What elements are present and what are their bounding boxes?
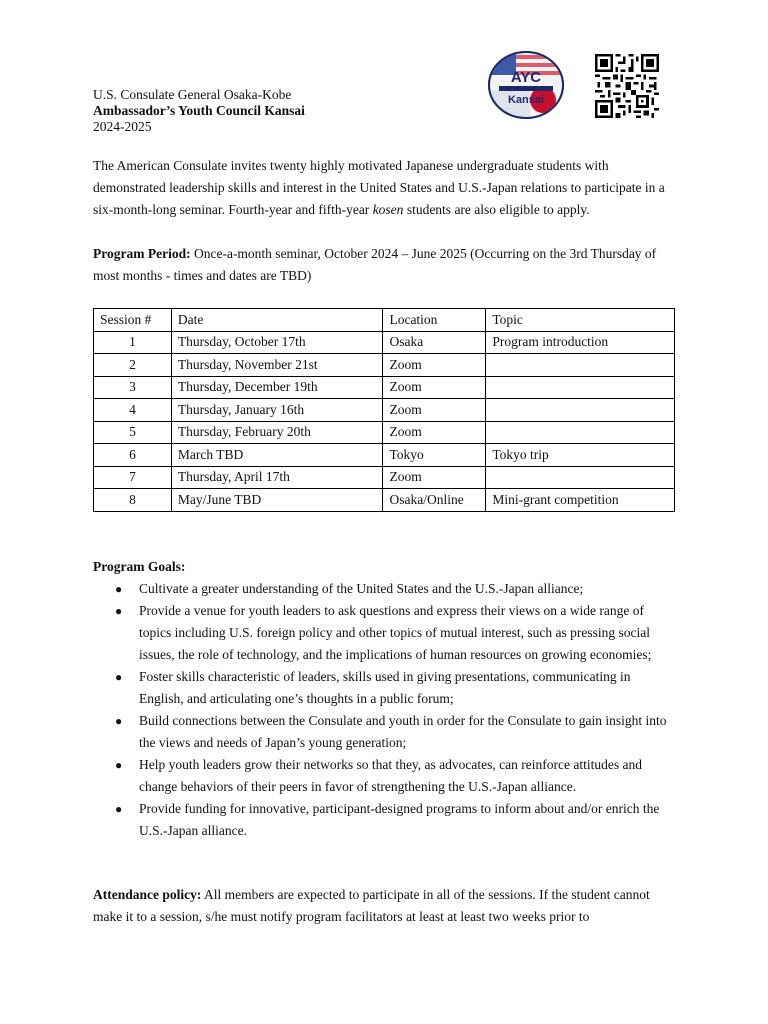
program-goals-heading: Program Goals: [93, 559, 186, 574]
session-number: 4 [94, 399, 172, 422]
table-row [94, 444, 675, 467]
session-date: Thursday, October 17th [171, 331, 383, 354]
goal-text: Provide a venue for youth leaders to ask questions and express their views on a wide range of topics including U.S. foreign policy and other topics of mutual interest, such as pressing social issues, the role of technology, and the implications of human resources on growing economies; [139, 603, 652, 662]
table-header-row [94, 309, 675, 332]
table-row [94, 376, 675, 399]
session-topic: Tokyo trip [486, 444, 675, 467]
session-date: March TBD [171, 444, 383, 467]
attendance-policy-label: Attendance policy: [93, 887, 202, 902]
list-item [93, 754, 678, 798]
goal-text: Provide funding for innovative, participant-designed programs to inform about and/or enrich the U.S.-Japan alliance. [139, 801, 660, 838]
attendance-policy-text: All members are expected to participate in all of the sessions. If the student cannot make it to a session, s/he must notify program facilitators at least at least two weeks prior to [93, 887, 650, 924]
bullet-icon: ● [115, 670, 123, 684]
column-header-session: Session # [94, 309, 172, 332]
session-date: Thursday, December 19th [171, 376, 383, 399]
session-date: Thursday, April 17th [171, 466, 383, 489]
session-location: Zoom [383, 466, 486, 489]
table-row [94, 421, 675, 444]
logo-ayc-text: AYC [510, 69, 542, 86]
session-topic [486, 421, 675, 444]
bullet-icon: ● [115, 604, 123, 618]
intro-text-before: The American Consulate invites twenty highly motivated Japanese undergraduate students with demonstrated leadership skills and interest in the United States and U.S.-Japan relations to participate in a six-month-long seminar. Fourth-year and fifth-year [93, 158, 665, 217]
table-row [94, 489, 675, 512]
table-row [94, 466, 675, 489]
intro-italic-word: kosen [372, 202, 404, 217]
bullet-icon: ● [115, 714, 123, 728]
session-topic [486, 399, 675, 422]
session-date: May/June TBD [171, 489, 383, 512]
logo-kansai-text: Kansai [507, 94, 545, 106]
list-item [93, 710, 678, 754]
session-schedule-table [93, 308, 675, 512]
session-date: Thursday, November 21st [171, 354, 383, 377]
session-number: 8 [94, 489, 172, 512]
session-number: 1 [94, 331, 172, 354]
program-period-label: Program Period: [93, 246, 191, 261]
list-item [93, 798, 678, 842]
intro-paragraph [93, 155, 678, 221]
session-topic [486, 354, 675, 377]
qr-code-icon [594, 54, 660, 118]
session-location: Tokyo [383, 444, 486, 467]
list-item [93, 578, 678, 600]
session-topic: Program introduction [486, 331, 675, 354]
intro-text-after: students are also eligible to apply. [403, 202, 590, 217]
column-header-date: Date [171, 309, 383, 332]
consulate-name: U.S. Consulate General Osaka-Kobe [93, 87, 292, 102]
bullet-icon: ● [115, 758, 123, 772]
table-row [94, 399, 675, 422]
bullet-icon: ● [115, 802, 123, 816]
session-topic [486, 376, 675, 399]
bullet-icon: ● [115, 582, 123, 596]
session-number: 7 [94, 466, 172, 489]
session-number: 5 [94, 421, 172, 444]
council-name: Ambassador’s Youth Council Kansai [93, 103, 305, 118]
session-location: Osaka [383, 331, 486, 354]
goal-text: Build connections between the Consulate and youth in order for the Consulate to gain insight into the views and needs of Japan’s young generation; [139, 713, 667, 750]
column-header-topic: Topic [486, 309, 675, 332]
table-row [94, 354, 675, 377]
session-number: 6 [94, 444, 172, 467]
list-item [93, 666, 678, 710]
goal-text: Foster skills characteristic of leaders, skills used in giving presentations, communicating in English, and articulating one’s thoughts in a public forum; [139, 669, 631, 706]
session-topic [486, 466, 675, 489]
session-number: 2 [94, 354, 172, 377]
session-number: 3 [94, 376, 172, 399]
goal-text: Help youth leaders grow their networks so that they, as advocates, can reinforce attitudes and change behaviors of their peers in favor of strengthening the U.S.-Japan alliance. [139, 757, 642, 794]
session-location: Zoom [383, 376, 486, 399]
program-period-text: Once-a-month seminar, October 2024 – June 2025 (Occurring on the 3rd Thursday of most months - times and dates are TBD) [93, 246, 657, 283]
goal-text: Cultivate a greater understanding of the United States and the U.S.-Japan alliance; [139, 581, 584, 596]
session-location: Zoom [383, 354, 486, 377]
table-row [94, 331, 675, 354]
program-goals-list [93, 578, 678, 842]
program-year: 2024-2025 [93, 119, 152, 134]
session-location: Zoom [383, 421, 486, 444]
program-period-paragraph [93, 243, 678, 287]
session-topic: Mini-grant competition [486, 489, 675, 512]
ayc-kansai-logo-icon [487, 50, 565, 120]
letterhead [93, 87, 305, 135]
column-header-location: Location [383, 309, 486, 332]
session-date: Thursday, February 20th [171, 421, 383, 444]
session-date: Thursday, January 16th [171, 399, 383, 422]
list-item [93, 600, 678, 666]
session-location: Osaka/Online [383, 489, 486, 512]
session-location: Zoom [383, 399, 486, 422]
attendance-policy-paragraph [93, 884, 678, 928]
